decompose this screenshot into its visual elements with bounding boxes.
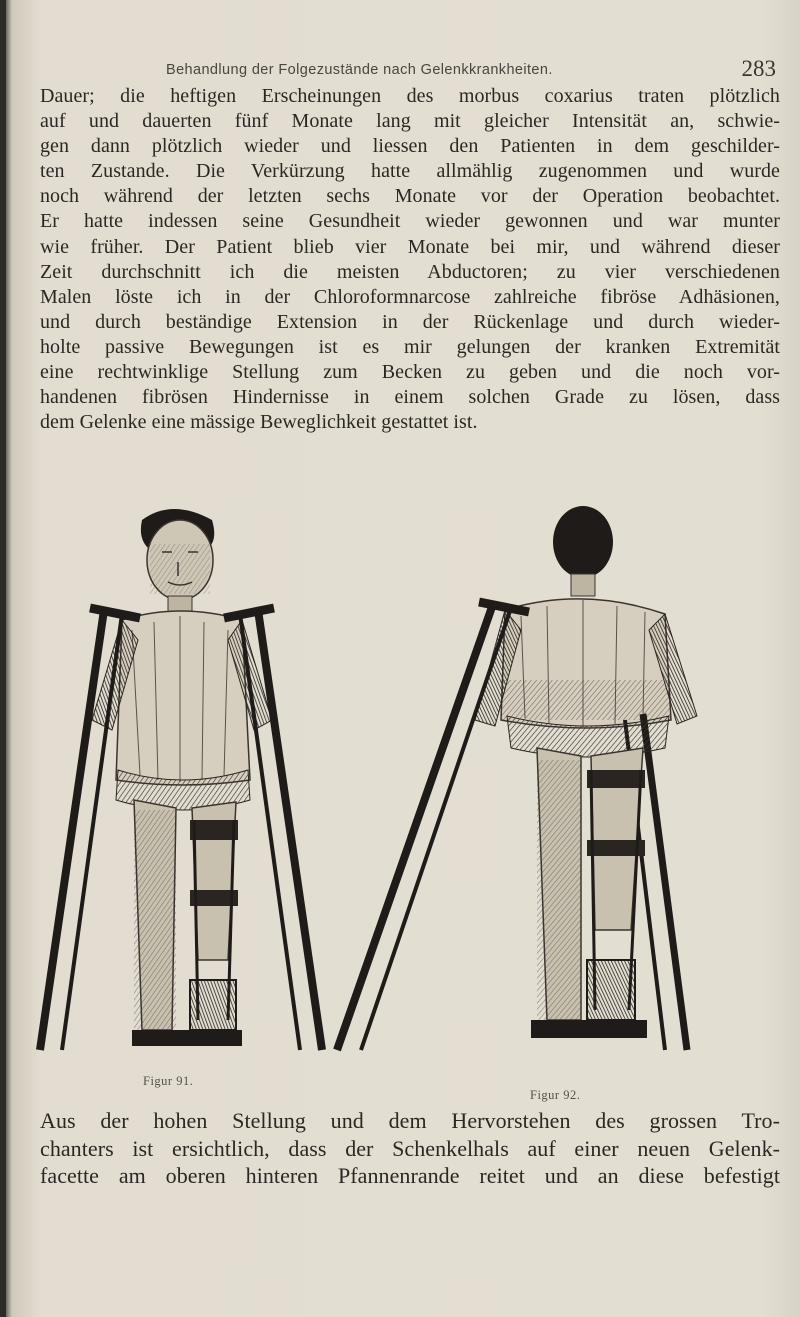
paragraph-2 bbox=[40, 1107, 780, 1190]
running-head bbox=[166, 56, 776, 86]
running-head-title: Behandlung der Folgezustände nach Gelenkkrankheiten. bbox=[166, 62, 553, 78]
page-number: 283 bbox=[741, 56, 776, 81]
text-line: dem Gelenke eine mässige Beweglichkeit gestattet ist. bbox=[40, 411, 478, 434]
text-line: wie früher. Der Patient blieb vier Monate bei mir, und während dieser bbox=[40, 235, 780, 258]
text-line: Zeit durchschnitt ich die meisten Abductoren; zu vier verschiedenen bbox=[40, 260, 780, 283]
text-line: und durch beständige Extension in der Rückenlage und durch wieder- bbox=[40, 310, 780, 333]
text-line: Er hatte indessen seine Gesundheit wieder gewonnen und war munter bbox=[40, 210, 780, 233]
figure-92-caption: Figur 92. bbox=[530, 1088, 581, 1102]
text-line: handenen fibrösen Hindernisse in einem solchen Grade zu lösen, dass bbox=[40, 386, 780, 409]
paragraph-1 bbox=[40, 84, 780, 435]
book-spine-shadow bbox=[0, 0, 6, 1317]
figure-92-illustration bbox=[325, 490, 705, 1080]
text-line: holte passive Bewegungen ist es mir gelungen der kranken Extremität bbox=[40, 335, 780, 358]
text-line: ten Zustande. Die Verkürzung hatte allmählig zugenommen und wurde bbox=[40, 160, 780, 183]
text-line: chanters ist ersichtlich, dass der Schenkelhals auf einer neuen Gelenk- bbox=[40, 1135, 780, 1161]
figure-91-caption: Figur 91. bbox=[143, 1074, 194, 1088]
text-line: Aus der hohen Stellung und dem Hervorstehen des grossen Tro- bbox=[40, 1108, 780, 1133]
text-line: auf und dauerten fünf Monate lang mit gleicher Intensität an, schwie- bbox=[40, 110, 780, 133]
text-line: Malen löste ich in der Chloroformnarcose zahlreiche fibröse Adhäsionen, bbox=[40, 285, 780, 308]
figure-91-illustration bbox=[22, 490, 332, 1070]
text-line: gen dann plötzlich wieder und liessen den Patienten in dem geschilder- bbox=[40, 135, 780, 158]
text-line: eine rechtwinklige Stellung zum Becken zu geben und die noch vor- bbox=[40, 361, 780, 384]
text-line: noch während der letzten sechs Monate vor der Operation beobachtet. bbox=[40, 185, 780, 208]
text-line: facette am oberen hinteren Pfannenrande reitet und an diese befestigt bbox=[40, 1163, 780, 1188]
text-line: Dauer; die heftigen Erscheinungen des morbus coxarius traten plötzlich bbox=[40, 85, 780, 107]
